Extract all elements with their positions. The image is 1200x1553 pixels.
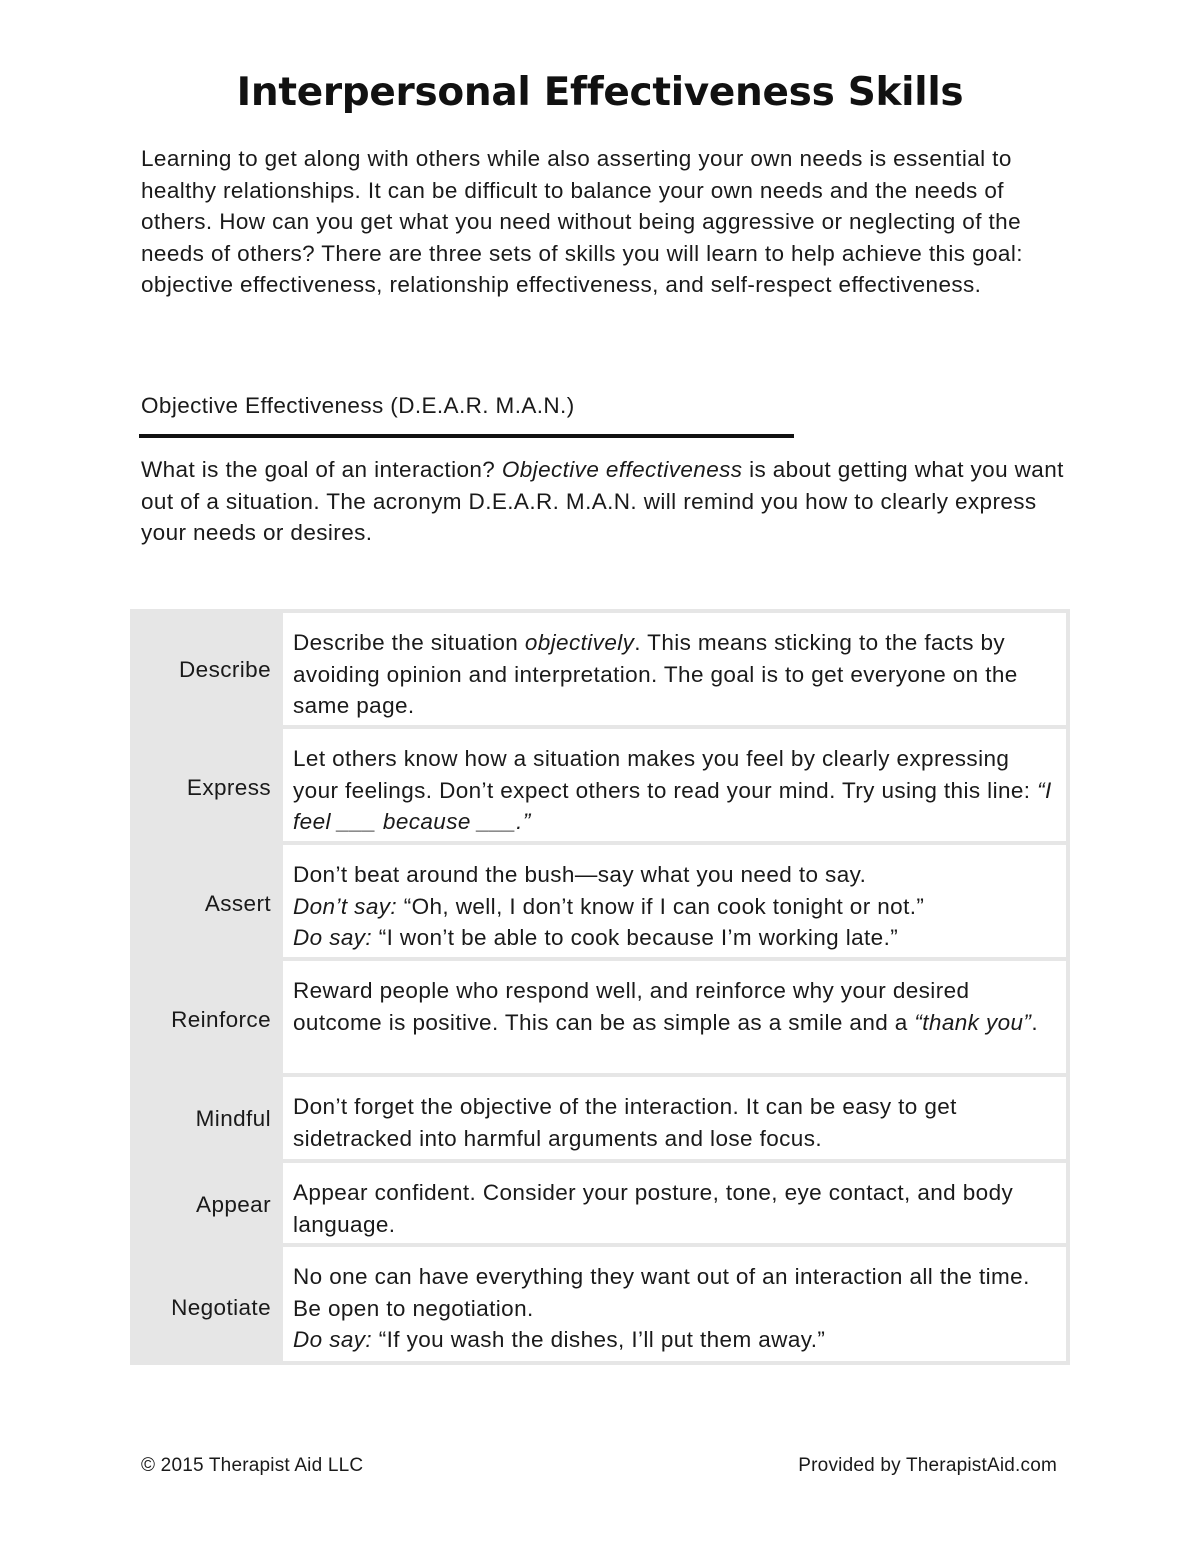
section-description-text: What is the goal of an interaction? [141,457,502,482]
skill-term: Assert [204,891,271,916]
skill-term: Describe [179,657,271,682]
table-row [130,729,1070,843]
skill-description [283,845,1066,957]
skill-term: Negotiate [171,1295,271,1320]
skill-text: Do say: “If you wash the dishes, I’ll put them away.” [293,1327,826,1352]
skill-term: Appear [196,1192,271,1217]
skill-term: Mindful [195,1106,271,1131]
table-row [130,1163,1070,1245]
skill-description [283,1077,1066,1159]
table-row [130,845,1070,959]
dearman-table [130,609,1070,1365]
section-divider [139,434,794,438]
skill-description [283,1247,1066,1361]
skill-text: Describe the situation objectively. This means sticking to the facts by avoiding opinion and interpretation. The goal is to get everyone on the same page. [293,630,1018,718]
skill-text: Let others know how a situation makes you feel by clearly expressing your feelings. Don’t expect others to read your mind. Try using this line: “I feel ___ because ___.” [293,746,1052,834]
skill-description [283,961,1066,1073]
skill-description [283,1163,1066,1243]
section-description [141,454,1081,549]
table-row [130,1247,1070,1365]
skill-term: Express [186,775,271,800]
skill-description [283,613,1066,725]
skill-text: Reward people who respond well, and reinforce why your desired outcome is positive. This can be as simple as a smile and a “thank you”. [293,978,1038,1035]
skill-text: Don’t beat around the bush—say what you need to say. [293,862,867,887]
skill-text: Appear confident. Consider your posture, tone, eye contact, and body language. [293,1180,1014,1237]
table-row [130,1077,1070,1161]
footer-provider: Provided by TherapistAid.com [798,1455,1057,1476]
intro-paragraph: Learning to get along with others while also asserting your own needs is essential to healthy relationships. It can be difficult to balance your own needs and the needs of others. How can you get what you need without being aggressive or neglecting of the needs of others? There are three sets of skills you will learn to help achieve this goal: objective effectiveness, relationship effectiveness, and self-respect effectiveness. [141,146,1023,297]
section-description-text: is about getting what you want out of a situation. The acronym D.E.A.R. M.A.N. will remind you how to clearly express your needs or desires. [141,457,1064,545]
skill-term: Reinforce [171,1007,271,1032]
skill-text: No one can have everything they want out of an interaction all the time. Be open to negotiation. [293,1264,1030,1321]
skill-text: Don’t forget the objective of the interaction. It can be easy to get sidetracked into harmful arguments and lose focus. [293,1094,957,1151]
skill-description [283,729,1066,841]
section-description-emphasis: Objective effectiveness [501,457,743,482]
skill-text: Do say: “I won’t be able to cook because I’m working late.” [293,925,899,950]
page-title: Interpersonal Effectiveness Skills [236,70,964,115]
skill-text: Don’t say: “Oh, well, I don’t know if I can cook tonight or not.” [293,893,925,919]
table-row [130,961,1070,1075]
table-row [130,609,1070,725]
section-heading: Objective Effectiveness (D.E.A.R. M.A.N.) [141,393,575,418]
footer-copyright: © 2015 Therapist Aid LLC [141,1455,364,1476]
